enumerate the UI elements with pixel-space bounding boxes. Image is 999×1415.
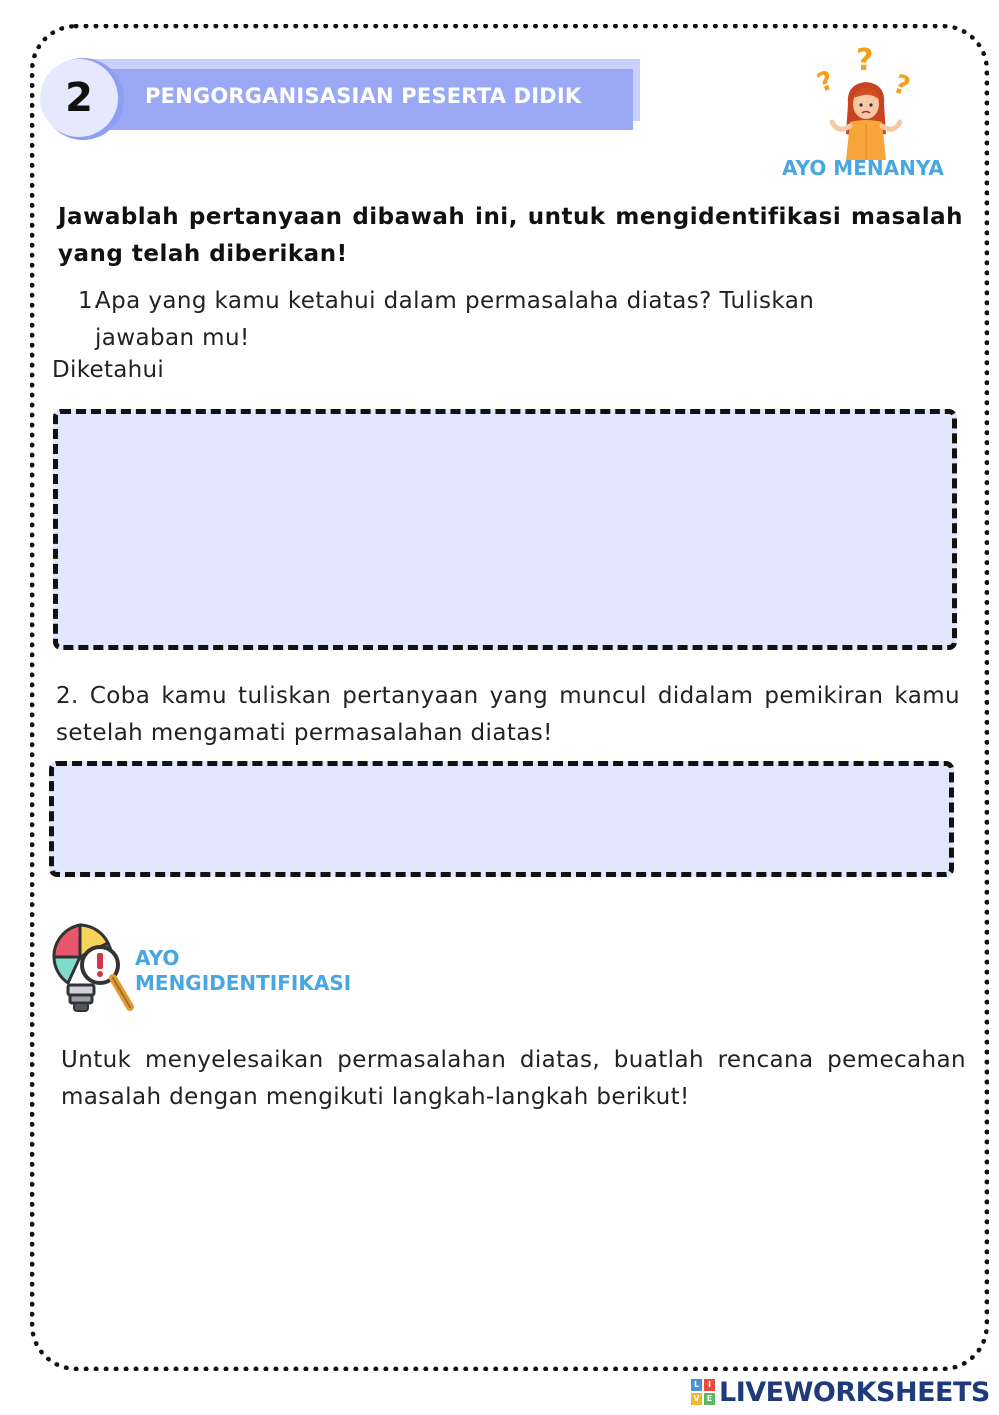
question-1-text: Apa yang kamu ketahui dalam permasalaha diatas? Tuliskan [95, 288, 815, 314]
logo-letter: L [691, 1379, 702, 1391]
section-number: 2 [65, 75, 93, 121]
footer-logo[interactable] [691, 1376, 990, 1408]
answer-box-1[interactable] [53, 409, 957, 650]
ayo-mengidentifikasi-line2: MENGIDENTIFIKASI [135, 971, 352, 995]
logo-letter: V [691, 1393, 702, 1405]
ayo-mengidentifikasi-label [135, 946, 351, 996]
svg-text:?: ? [813, 65, 838, 99]
instruction-text: Jawablah pertanyaan dibawah ini, untuk mengidentifikasi masalah yang telah diberikan! [58, 204, 963, 267]
question-1-number: 1. [78, 288, 101, 314]
ayo-menanya-label: AYO MENANYA [782, 156, 944, 180]
ayo-mengidentifikasi-line1: AYO [135, 946, 180, 970]
instruction-paragraph: Untuk menyelesaikan permasalahan diatas, buatlah rencana pemecahan masalah dengan mengikuti langkah-langkah berikut! [61, 1047, 966, 1110]
logo-letter: I [704, 1379, 715, 1391]
brand-name: LIVEWORKSHEETS [719, 1376, 990, 1408]
question-1-text-cont: jawaban mu! [95, 325, 250, 351]
lightbulb-magnifier-icon [50, 921, 136, 1023]
svg-text:?: ? [889, 69, 914, 103]
diketahui-label: Diketahui [52, 357, 165, 383]
question-2: 2. Coba kamu tuliskan pertanyaan yang muncul didalam pemikiran kamu setelah mengamati permasalahan diatas! [56, 683, 960, 746]
section-title: PENGORGANISASIAN PESERTA DIDIK [145, 84, 582, 108]
section-number-badge [40, 59, 118, 137]
liveworksheets-logo-icon [691, 1379, 715, 1405]
logo-letter: E [704, 1393, 715, 1405]
confused-girl-icon [812, 42, 922, 160]
question-1 [78, 283, 958, 357]
svg-text:?: ? [856, 43, 874, 78]
answer-box-2[interactable] [49, 761, 954, 877]
